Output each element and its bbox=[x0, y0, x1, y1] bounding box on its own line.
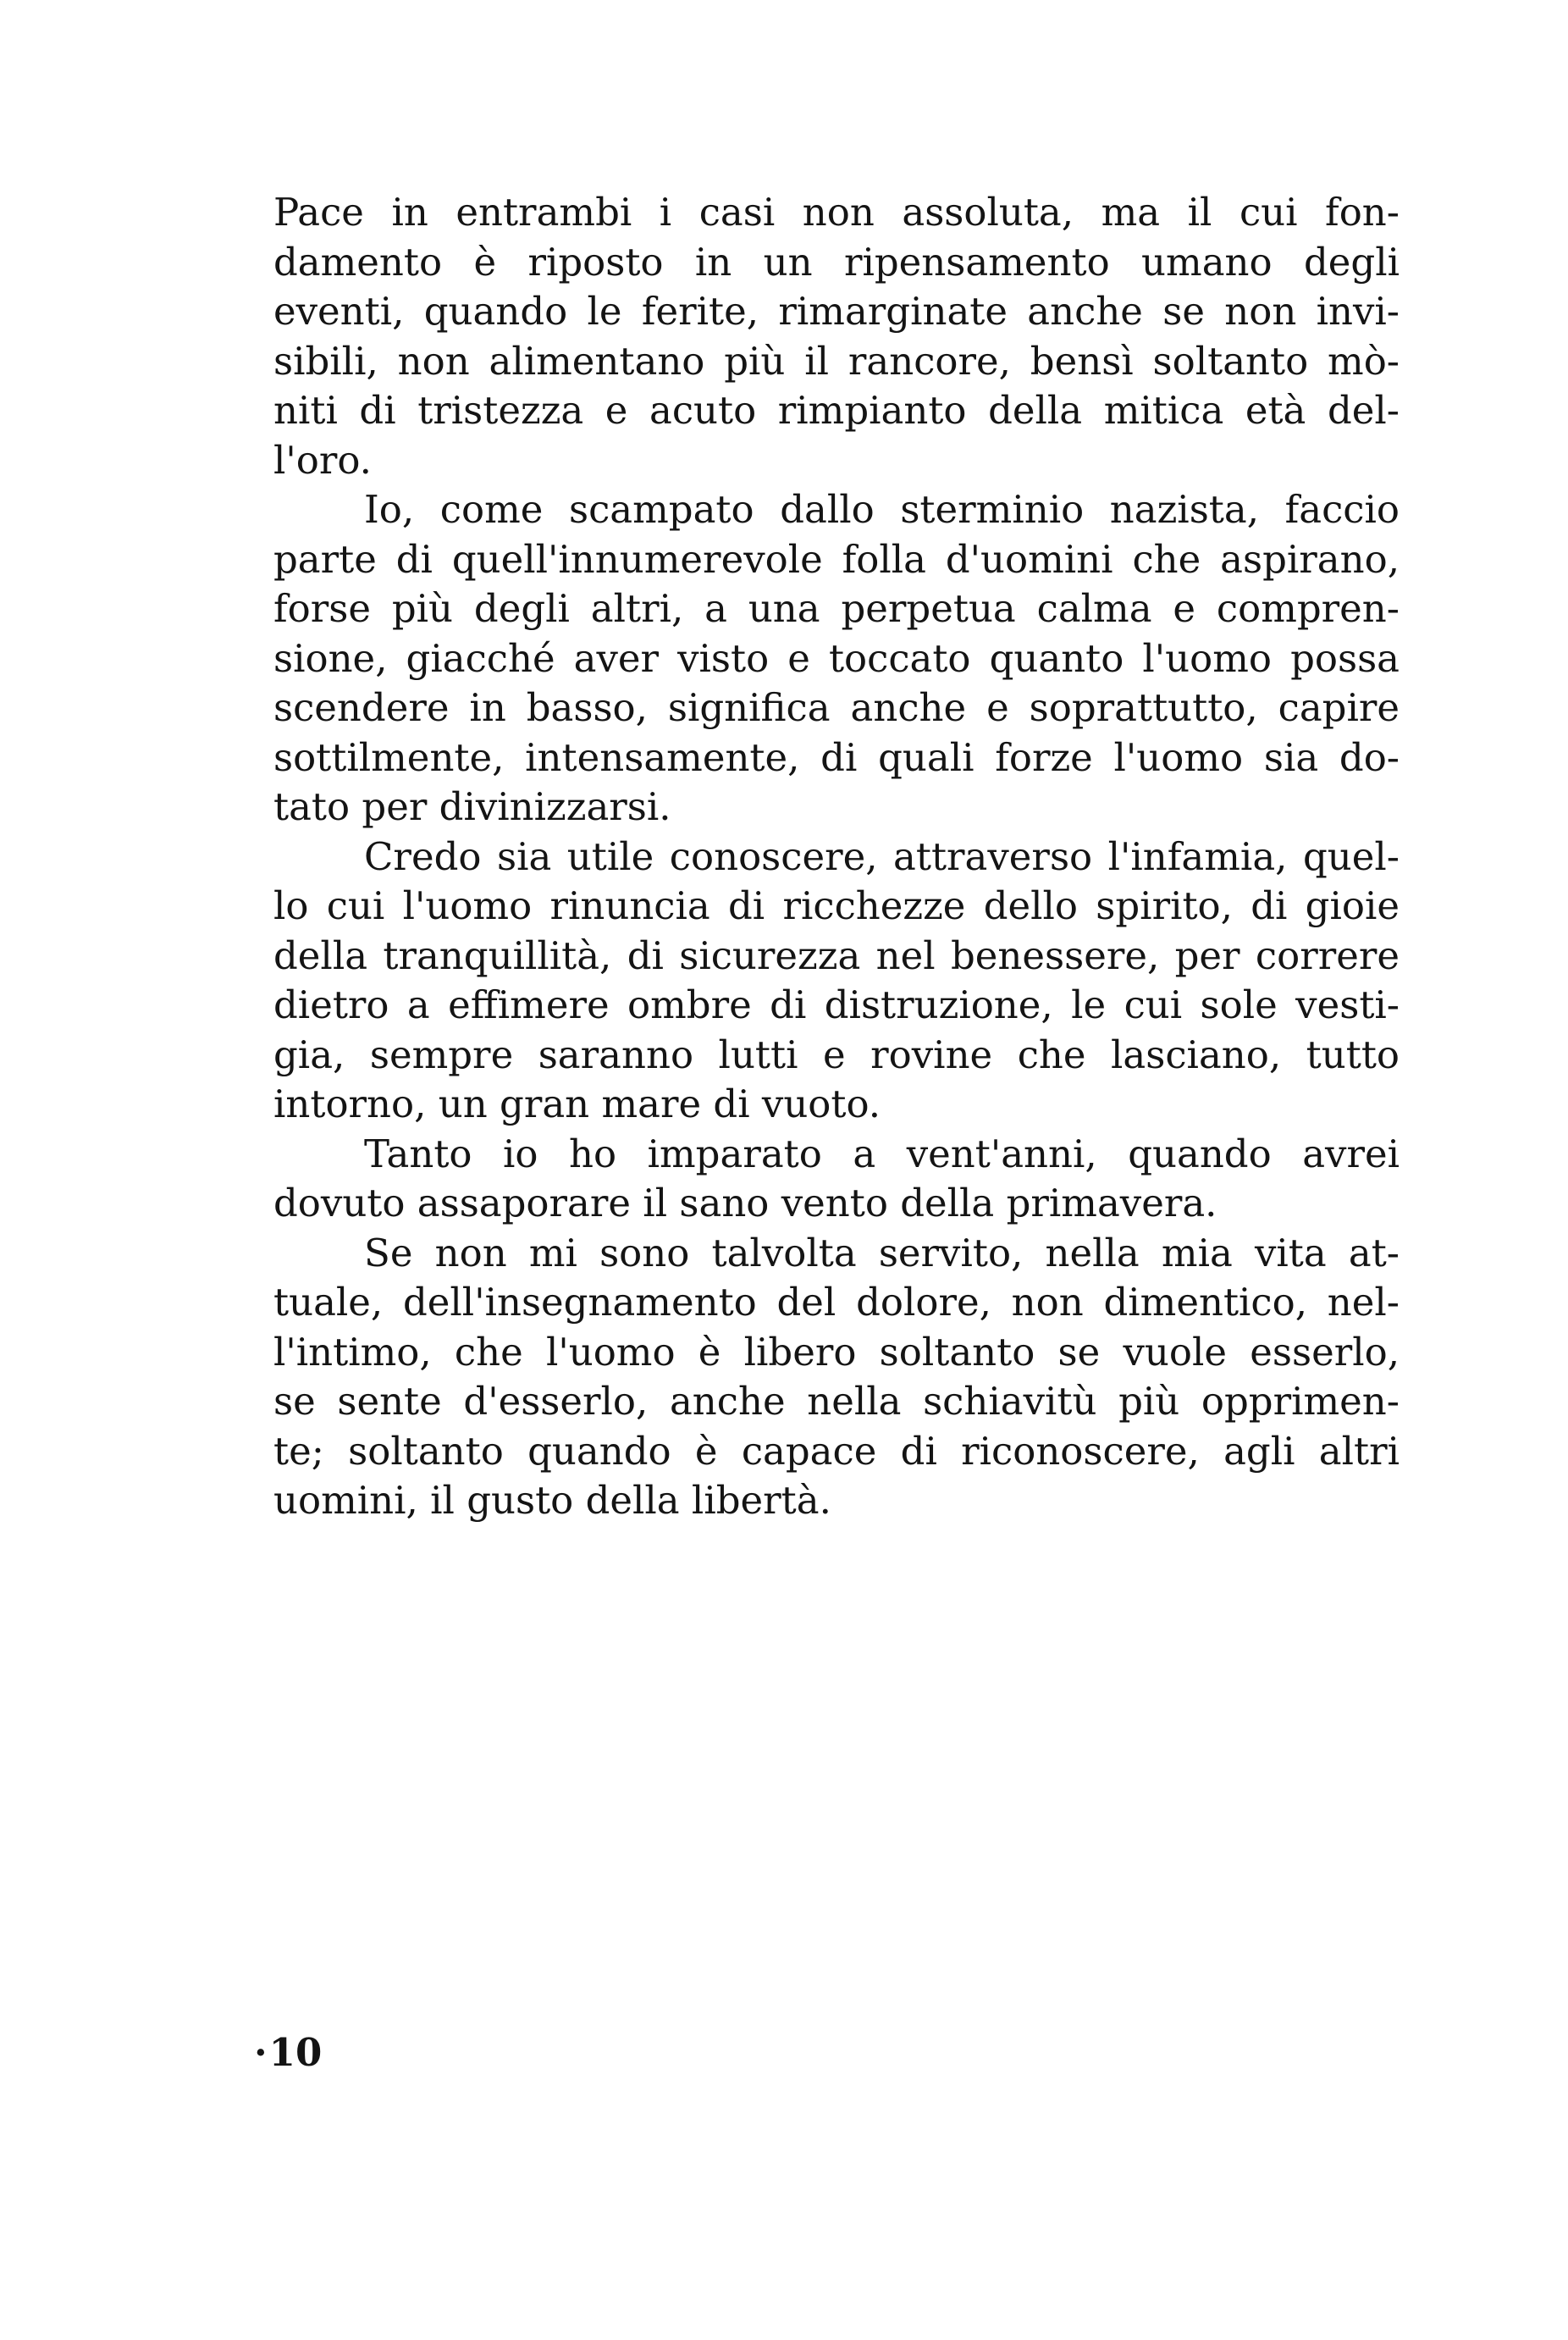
body-text bbox=[273, 188, 1400, 1526]
text-line: se sente d'esserlo, anche nella schiavitù più opprimen- bbox=[273, 1379, 1400, 1424]
text-line: dietro a effimere ombre di distruzione, le cui sole vesti- bbox=[273, 982, 1400, 1027]
text-line: scendere in basso, significa anche e soprattutto, capire bbox=[273, 685, 1400, 730]
text-line: tuale, dell'insegnamento del dolore, non dimentico, nel- bbox=[273, 1280, 1400, 1325]
text-line: niti di tristezza e acuto rimpianto della mitica età del- bbox=[273, 388, 1400, 433]
text-line: sibili, non alimentano più il rancore, bensì soltanto mò- bbox=[273, 338, 1400, 384]
text-line: te; soltanto quando è capace di riconoscere, agli altri bbox=[273, 1428, 1400, 1474]
text-line: eventi, quando le ferite, rimarginate anche se non invi- bbox=[273, 289, 1400, 334]
text-line: Pace in entrambi i casi non assoluta, ma il cui fon- bbox=[273, 190, 1400, 235]
text-line: Credo sia utile conoscere, attraverso l'infamia, quel- bbox=[364, 833, 1400, 879]
text-line: sottilmente, intensamente, di quali forze l'uomo sia do- bbox=[273, 734, 1400, 780]
text-line: gia, sempre saranno lutti e rovine che lasciano, tutto bbox=[273, 1032, 1400, 1077]
text-line: sione, giacché aver visto e toccato quanto l'uomo possa bbox=[273, 635, 1400, 681]
page-number bbox=[254, 2028, 322, 2077]
text-line: Se non mi sono talvolta servito, nella mia vita at- bbox=[364, 1230, 1400, 1275]
text-line: damento è riposto in un ripensamento umano degli bbox=[273, 239, 1400, 285]
text-line: Tanto io ho imparato a vent'anni, quando avrei bbox=[364, 1131, 1400, 1176]
text-line: lo cui l'uomo rinuncia di ricchezze dello spirito, di gioie bbox=[273, 883, 1400, 928]
text-line: l'oro. bbox=[273, 437, 372, 483]
text-line: della tranquillità, di sicurezza nel benessere, per correre bbox=[273, 932, 1400, 978]
text-line: dovuto assaporare il sano vento della primavera. bbox=[273, 1181, 1217, 1225]
page-number-value: 10 bbox=[268, 2030, 323, 2075]
text-line: tato per divinizzarsi. bbox=[273, 784, 671, 829]
text-line: uomini, il gusto della libertà. bbox=[273, 1478, 831, 1523]
text-line: l'intimo, che l'uomo è libero soltanto se vuole esserlo, bbox=[273, 1329, 1400, 1375]
text-line: forse più degli altri, a una perpetua calma e compren- bbox=[273, 586, 1400, 631]
text-line: intorno, un gran mare di vuoto. bbox=[273, 1081, 881, 1126]
page-number-bullet-icon: · bbox=[254, 2030, 268, 2075]
text-line: Io, come scampato dallo sterminio nazista, faccio bbox=[364, 487, 1400, 532]
text-line: parte di quell'innumerevole folla d'uomini che aspirano, bbox=[273, 536, 1400, 582]
